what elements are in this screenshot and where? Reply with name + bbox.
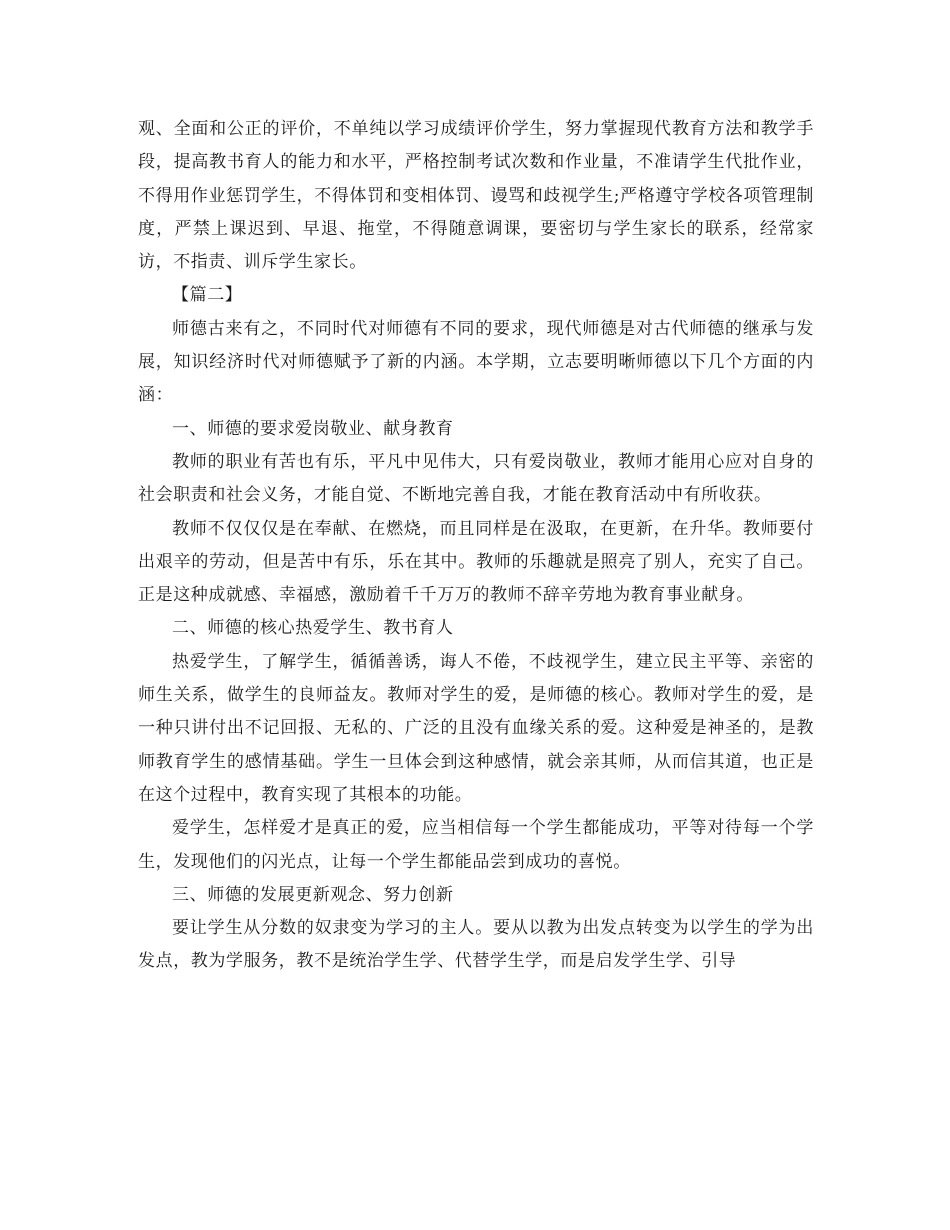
paragraph-dedication: 教师不仅仅仅是在奉献、在燃烧，而且同样是在汲取，在更新，在升华。教师要付出艰辛的劳动，但是苦中有乐，乐在其中。教师的乐趣就是照亮了别人，充实了自己。正是这种成就感、幸福感，激励着千千万万的教师不辞辛劳地为教育事业献身。 (138, 518, 814, 606)
subheading-three: 三、师德的发展更新观念、努力创新 (172, 884, 454, 905)
paragraph-love-students: 热爱学生，了解学生，循循善诱，诲人不倦，不歧视学生，建立民主平等、亲密的师生关系，做学生的良师益友。教师对学生的爱，是师德的核心。教师对学生的爱，是一种只讲付出不记回报、无私的、广泛的且没有血缘关系的爱。这种爱是神圣的，是教师教育学生的感情基础。学生一旦体会到这种感情，就会亲其师，从而信其道，也正是在这个过程中，教育实现了其根本的功能。 (138, 651, 814, 805)
section-heading-part-two: 【篇二】 (172, 285, 243, 306)
paragraph-true-love: 爱学生，怎样爱才是真正的爱，应当相信每一个学生都能成功，平等对待每一个学生，发现他们的闪光点，让每一个学生都能品尝到成功的喜悦。 (138, 818, 814, 872)
paragraph-innovation: 要让学生从分数的奴隶变为学习的主人。要从以教为出发点转变为以学生的学为出发点，教为学服务，教不是统治学生学、代替学生学，而是启发学生学、引导 (138, 918, 814, 972)
document-body (138, 113, 814, 979)
subheading-one: 一、师德的要求爱岗敬业、献身教育 (172, 418, 454, 439)
subheading-two: 二、师德的核心热爱学生、教书育人 (172, 618, 454, 639)
paragraph-evaluation: 观、全面和公正的评价，不单纯以学习成绩评价学生，努力掌握现代教育方法和教学手段，提高教书育人的能力和水平，严格控制考试次数和作业量，不准请学生代批作业，不得用作业惩罚学生，不得体罚和变相体罚、谩骂和歧视学生;严格遵守学校各项管理制度，严禁上课迟到、早退、拖堂，不得随意调课，要密切与学生家长的联系，经常家访，不指责、训斥学生家长。 (138, 119, 814, 273)
paragraph-profession: 教师的职业有苦也有乐，平凡中见伟大，只有爱岗敬业，教师才能用心应对自身的社会职责和社会义务，才能自觉、不断地完善自我，才能在教育活动中有所收获。 (138, 451, 814, 506)
paragraph-intro: 师德古来有之，不同时代对师德有不同的要求，现代师德是对古代师德的继承与发展，知识经济时代对师德赋予了新的内涵。本学期，立志要明晰师德以下几个方面的内涵： (138, 318, 814, 406)
